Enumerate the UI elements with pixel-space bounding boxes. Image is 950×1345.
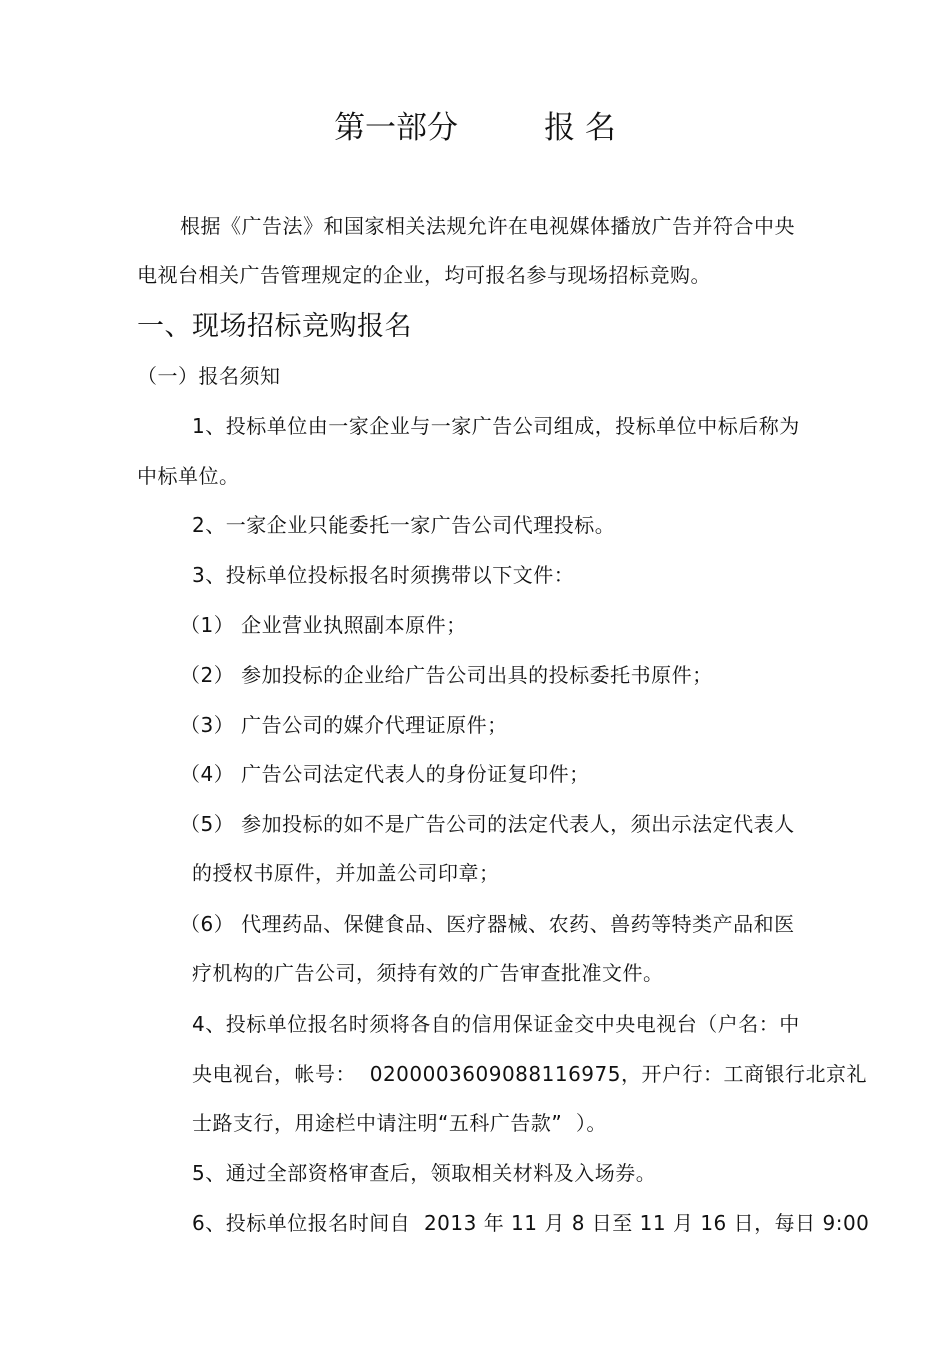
item-5: 5、通过全部资格审查后，领取相关材料及入场券。 xyxy=(192,1161,657,1185)
section-heading: 一、现场招标竞购报名 xyxy=(137,311,412,342)
item-4-line-2: 央电视台，帐号： 0200003609088116975，开户行：工商银行北京礼 xyxy=(192,1062,867,1086)
title-name: 报 名 xyxy=(544,110,616,146)
item-4-line-1: 4、投标单位报名时须将各自的信用保证金交中央电视台（户名：中 xyxy=(192,1012,800,1036)
sub-item-5-line-2: 的授权书原件，并加盖公司印章； xyxy=(192,861,500,885)
sub-item-2: （2） 参加投标的企业给广告公司出具的投标委托书原件； xyxy=(180,663,713,687)
page-title xyxy=(0,108,950,148)
item-1-line-2: 中标单位。 xyxy=(137,464,240,488)
intro-line-1: 根据《广告法》和国家相关法规允许在电视媒体播放广告并符合中央 xyxy=(180,214,795,238)
sub-item-6-line-2: 疗机构的广告公司，须持有效的广告审查批准文件。 xyxy=(192,961,664,985)
sub-item-5-line-1: （5） 参加投标的如不是广告公司的法定代表人，须出示法定代表人 xyxy=(180,812,795,836)
title-part: 第一部分 xyxy=(334,110,459,146)
intro-line-2: 电视台相关广告管理规定的企业，均可报名参与现场招标竞购。 xyxy=(137,263,711,287)
item-4-line-3: 士路支行，用途栏中请注明“五科广告款” ）。 xyxy=(192,1111,607,1135)
sub-item-1: （1） 企业营业执照副本原件； xyxy=(180,613,467,637)
sub-item-4: （4） 广告公司法定代表人的身份证复印件； xyxy=(180,762,590,786)
subsection-heading: （一）报名须知 xyxy=(137,364,281,388)
item-6: 6、投标单位报名时间自 2013 年 11 月 8 日至 11 月 16 日，每日 9:00 xyxy=(192,1211,870,1235)
item-2: 2、一家企业只能委托一家广告公司代理投标。 xyxy=(192,513,616,537)
sub-item-6-line-1: （6） 代理药品、保健食品、医疗器械、农药、兽药等特类产品和医 xyxy=(180,912,795,936)
item-3: 3、投标单位投标报名时须携带以下文件： xyxy=(192,563,575,587)
item-1-line-1: 1、投标单位由一家企业与一家广告公司组成，投标单位中标后称为 xyxy=(192,414,800,438)
sub-item-3: （3） 广告公司的媒介代理证原件； xyxy=(180,713,508,737)
